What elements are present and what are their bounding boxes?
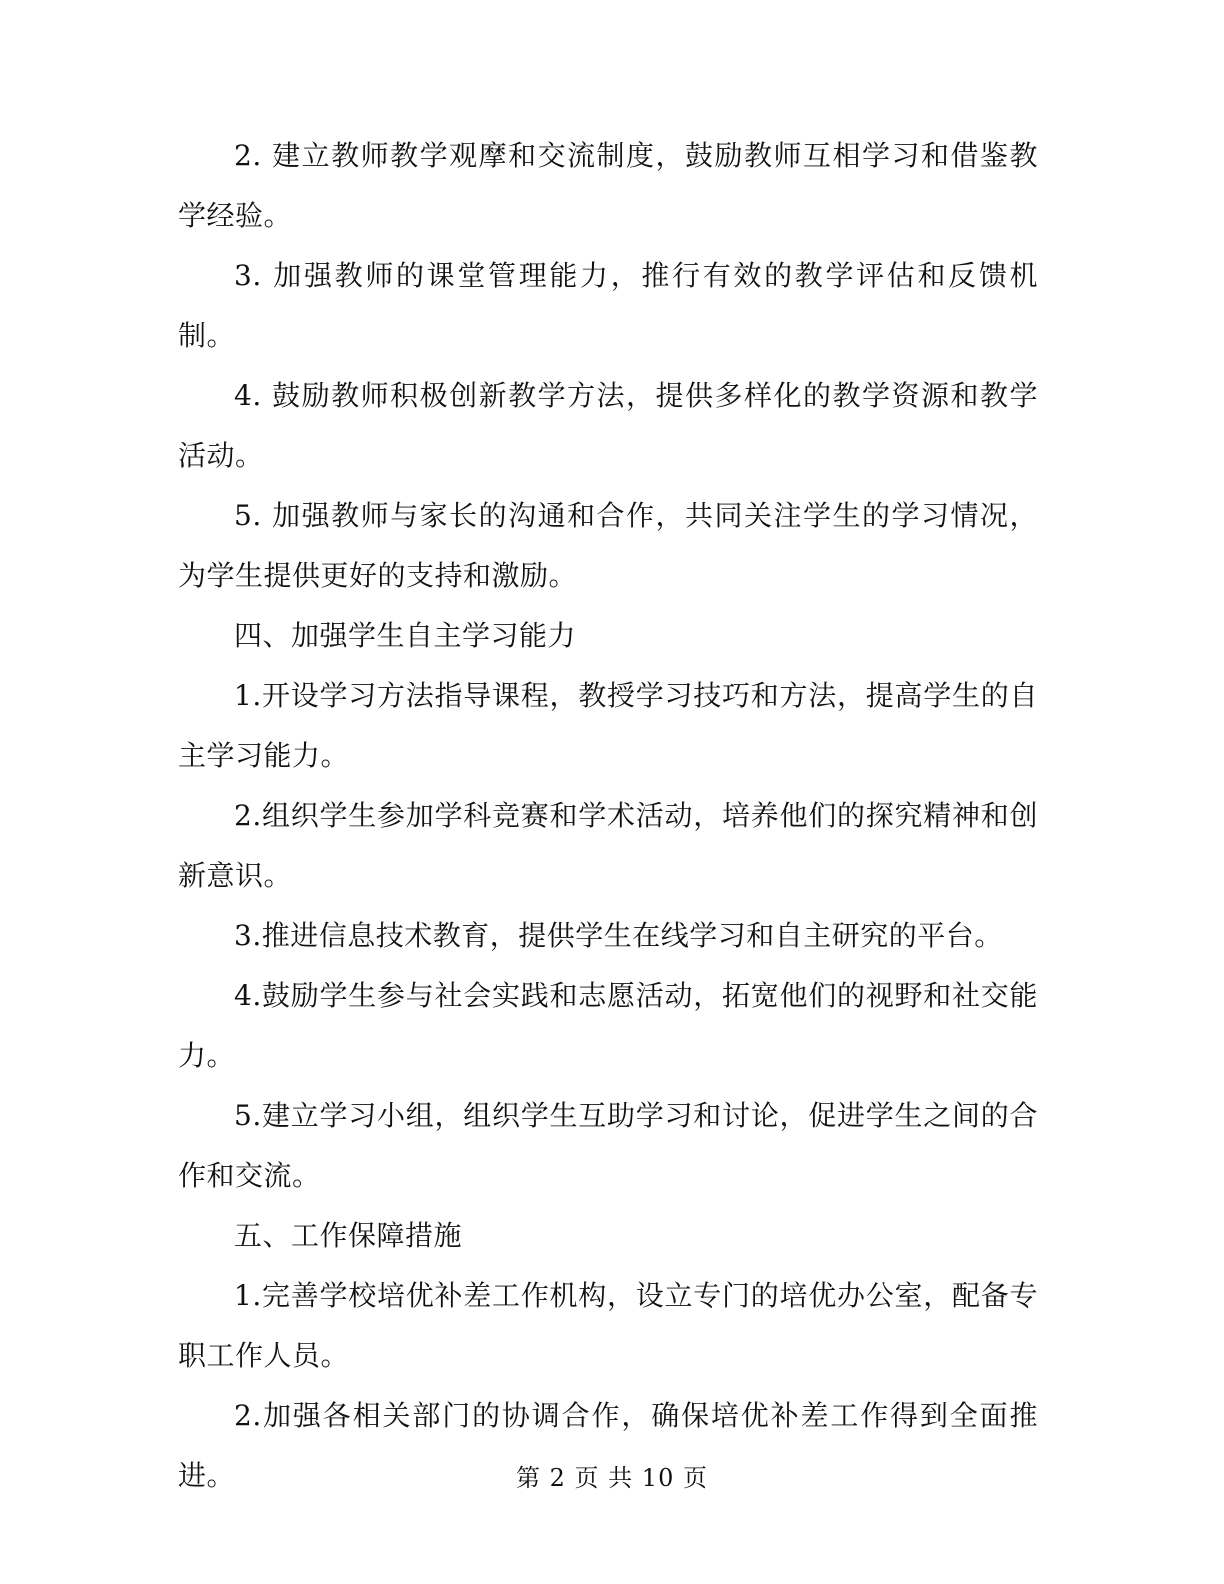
document-body — [178, 126, 1038, 1506]
paragraph-study-groups: 5.建立学习小组，组织学生互助学习和讨论，促进学生之间的合作和交流。 — [178, 1099, 1038, 1192]
paragraph-coordination: 2.加强各相关部门的协调合作，确保培优补差工作得到全面推进。 — [178, 1399, 1038, 1492]
paragraph-learning-methods: 1.开设学习方法指导课程，教授学习技巧和方法，提高学生的自主学习能力。 — [178, 679, 1038, 772]
paragraph-parent-communication: 5. 加强教师与家长的沟通和合作，共同关注学生的学习情况，为学生提供更好的支持和激励。 — [178, 499, 1038, 592]
paragraph-competitions: 2.组织学生参加学科竞赛和学术活动，培养他们的探究精神和创新意识。 — [178, 799, 1038, 892]
paragraph-social-practice: 4.鼓励学生参与社会实践和志愿活动，拓宽他们的视野和社交能力。 — [178, 979, 1038, 1072]
paragraph-it-education: 3.推进信息技术教育，提供学生在线学习和自主研究的平台。 — [234, 919, 1003, 952]
paragraph-teacher-observation: 2. 建立教师教学观摩和交流制度，鼓励教师互相学习和借鉴教学经验。 — [178, 139, 1038, 232]
section-heading-student-autonomy: 四、加强学生自主学习能力 — [234, 619, 577, 652]
paragraph-teaching-innovation: 4. 鼓励教师积极创新教学方法，提供多样化的教学资源和教学活动。 — [178, 379, 1038, 472]
section-heading-safeguards: 五、工作保障措施 — [234, 1219, 463, 1252]
paragraph-classroom-management: 3. 加强教师的课堂管理能力，推行有效的教学评估和反馈机制。 — [178, 259, 1038, 352]
page-number-footer: 第 2 页 共 10 页 — [516, 1464, 708, 1492]
paragraph-office-setup: 1.完善学校培优补差工作机构，设立专门的培优办公室，配备专职工作人员。 — [178, 1279, 1038, 1372]
